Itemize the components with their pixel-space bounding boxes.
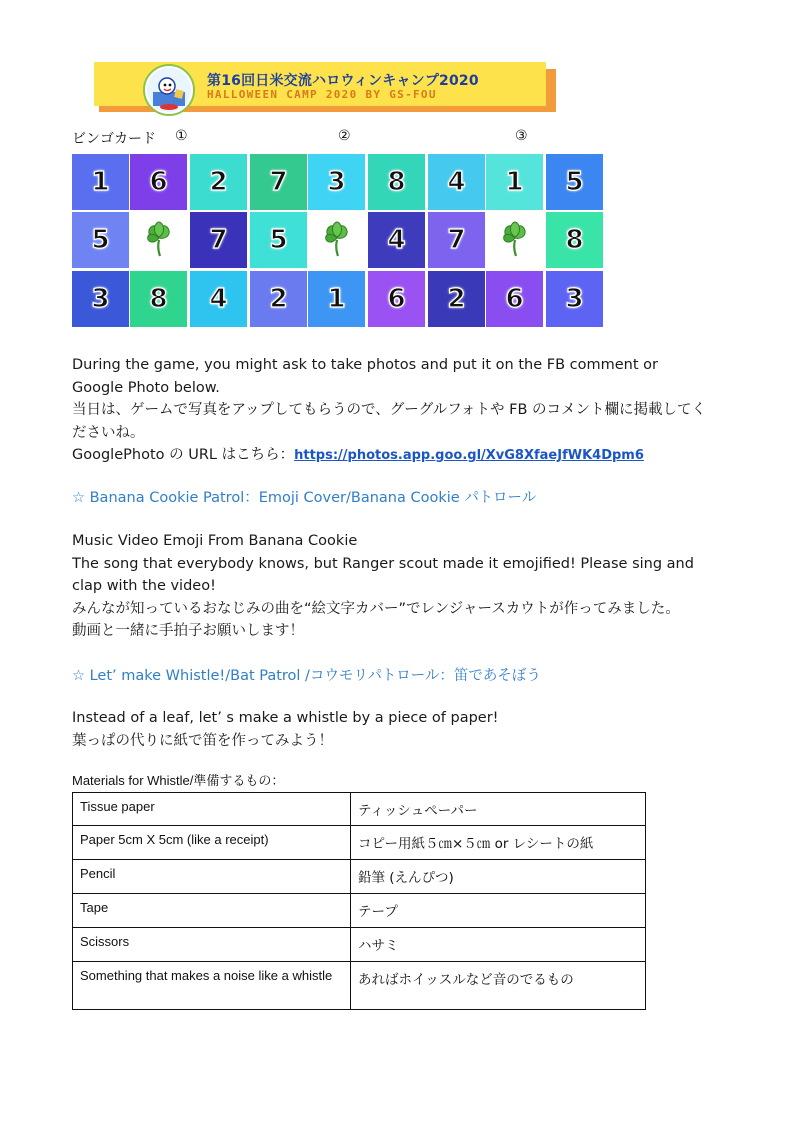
bingo-cell — [486, 154, 543, 210]
four-leaf-clover-icon — [320, 218, 354, 262]
section2-line-1: Instead of a leaf, let’ s make a whistle by a piece of paper! — [72, 710, 499, 726]
card-number-2: ② — [338, 128, 351, 144]
material-japanese: ティッシュペーパー — [351, 793, 646, 826]
bingo-cell — [428, 212, 485, 268]
camp-logo — [143, 64, 195, 116]
bingo-number: 3 — [565, 284, 584, 314]
section1-line-4: みんなが知っているおなじみの曲を“絵文字カバー”でレンジャースカウトが作ってみました。 — [72, 600, 680, 617]
bingo-cell — [546, 154, 603, 210]
bingo-number: 4 — [447, 167, 466, 197]
card-number-1: ① — [175, 128, 188, 144]
material-japanese: あればホイッスルなど音のでるもの — [351, 962, 646, 1010]
bingo-cell — [190, 212, 247, 268]
section1-body — [72, 530, 694, 643]
bingo-number: 2 — [269, 284, 288, 314]
bingo-number: 1 — [505, 167, 524, 197]
bingo-cell — [72, 212, 129, 268]
bingo-cell — [428, 154, 485, 210]
bingo-cell — [546, 271, 603, 327]
bingo-cell — [368, 154, 425, 210]
material-japanese: コピー用紙５㎝×５㎝ or レシートの紙 — [351, 826, 646, 860]
section1-line-5: 動画と一緒に手拍子お願いします！ — [72, 623, 304, 639]
banner-title: 第16回日米交流ハロウィンキャンプ2020 — [207, 73, 479, 89]
bingo-number: 7 — [209, 225, 228, 255]
table-row — [73, 826, 646, 860]
card-number-3: ③ — [515, 128, 528, 144]
intro-paragraph — [72, 354, 706, 468]
bingo-cell — [190, 154, 247, 210]
materials-table — [72, 792, 646, 1010]
google-photo-link[interactable]: https://photos.app.goo.gl/XvG8XfaeJfWK4Dpm6 — [294, 448, 644, 463]
bingo-number: 5 — [91, 225, 110, 255]
bingo-number: 8 — [565, 225, 584, 255]
bingo-cell — [308, 271, 365, 327]
section2-body — [72, 707, 499, 752]
intro-jp-line-1: 当日は、ゲームで写真をアップしてもらうので、グーグルフォトや FB のコメント欄に掲載してく — [72, 402, 707, 418]
table-row — [73, 894, 646, 928]
four-leaf-clover-icon — [142, 218, 176, 262]
bingo-cell — [486, 271, 543, 327]
intro-jp-line-2: ださいね。 — [72, 424, 145, 441]
material-japanese: 鉛筆 (えんぴつ) — [351, 860, 646, 894]
material-english: Scissors — [73, 928, 351, 962]
bingo-cell — [368, 271, 425, 327]
bingo-free-cell — [130, 212, 187, 268]
intro-en-line-1: During the game, you might ask to take photos and put it on the FB comment or — [72, 357, 658, 373]
section-heading-whistle: ☆ Let’ make Whistle!/Bat Patrol /コウモリパトロール：笛であそぼう — [72, 668, 541, 684]
bingo-number: 3 — [327, 167, 346, 197]
intro-en-line-2: Google Photo below. — [72, 379, 220, 396]
bingo-card-label: ビンゴカード — [72, 131, 156, 147]
bingo-free-cell — [486, 212, 543, 268]
bingo-number: 8 — [387, 167, 406, 197]
bingo-number: 4 — [209, 284, 228, 314]
bingo-cell — [368, 212, 425, 268]
bingo-cell — [546, 212, 603, 268]
section2-line-2: 葉っぱの代りに紙で笛を作ってみよう！ — [72, 732, 333, 749]
bingo-number: 4 — [387, 225, 406, 255]
table-row — [73, 793, 646, 826]
table-row — [73, 928, 646, 962]
bingo-cell — [250, 154, 307, 210]
section1-line-2: The song that everybody knows, but Ranger scout made it emojified! Please sing and — [72, 555, 694, 572]
material-japanese: ハサミ — [351, 928, 646, 962]
section1-line-3: clap with the video! — [72, 578, 216, 594]
bingo-cell — [428, 271, 485, 327]
bingo-cell — [130, 271, 187, 327]
material-english: Tissue paper — [73, 793, 351, 826]
bingo-number: 2 — [447, 284, 466, 314]
bingo-number: 7 — [269, 167, 288, 197]
photo-url-line — [72, 444, 706, 468]
bingo-number: 6 — [505, 284, 524, 314]
bingo-number: 3 — [91, 284, 110, 314]
material-english: Tape — [73, 894, 351, 928]
material-english: Pencil — [73, 860, 351, 894]
bingo-cell — [72, 154, 129, 210]
four-leaf-clover-icon — [498, 218, 532, 262]
bingo-number: 2 — [209, 167, 228, 197]
section-heading-banana-cookie: ☆ Banana Cookie Patrol：Emoji Cover/Banana Cookie パトロール — [72, 490, 537, 506]
bingo-number: 6 — [387, 284, 406, 314]
table-row — [73, 962, 646, 1010]
bingo-free-cell — [308, 212, 365, 268]
bingo-number: 8 — [149, 284, 168, 314]
table-row — [73, 860, 646, 894]
bingo-cell — [250, 271, 307, 327]
section1-line-1: Music Video Emoji From Banana Cookie — [72, 533, 358, 549]
bingo-cell — [190, 271, 247, 327]
bingo-cell — [250, 212, 307, 268]
url-prefix: GooglePhoto の URL はこちら： — [72, 447, 295, 463]
bingo-number: 1 — [91, 167, 110, 197]
bingo-cell — [72, 271, 129, 327]
banner-subtitle: HALLOWEEN CAMP 2020 BY GS-FOU — [207, 88, 437, 101]
bingo-number: 6 — [149, 167, 168, 197]
material-english: Something that makes a noise like a whistle — [73, 962, 351, 1010]
bingo-number: 5 — [565, 167, 584, 197]
bingo-cell — [308, 154, 365, 210]
material-japanese: テープ — [351, 894, 646, 928]
bingo-number: 5 — [269, 225, 288, 255]
materials-label: Materials for Whistle/準備するもの： — [72, 773, 285, 788]
material-english: Paper 5cm X 5cm (like a receipt) — [73, 826, 351, 860]
bingo-number: 7 — [447, 225, 466, 255]
bingo-number: 1 — [327, 284, 346, 314]
bingo-cell — [130, 154, 187, 210]
